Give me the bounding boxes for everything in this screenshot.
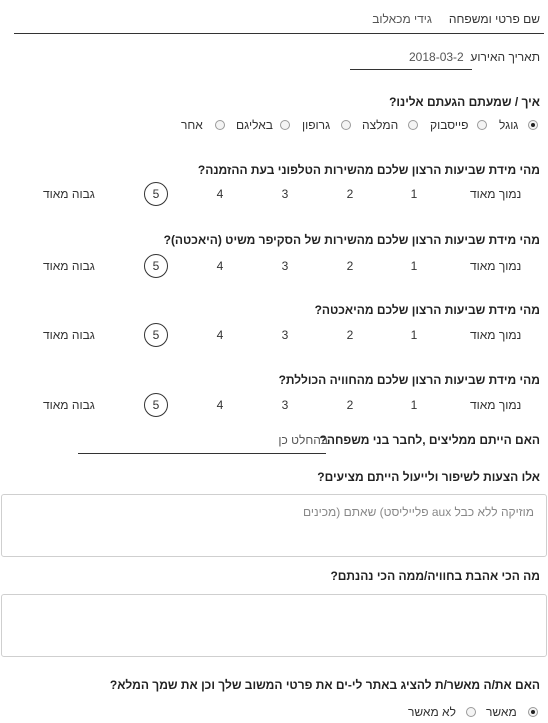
suggestions-text: מוזיקה ללא כבל aux פלייליסט) שאתם (מכינים [302,505,534,519]
recommend-question: האם הייתם ממליצים ,לחבר בני משפחה? [319,433,540,447]
scale-high-label: גבוה מאוד [43,187,95,201]
heard-about-question: איך / שמעתם הגעתם אלינו? [389,95,540,109]
consent-approve-radio[interactable] [528,707,538,717]
rating-question-experience: מהי מידת שביעות הרצון שלכם מהחוויה הכוללת? [278,373,540,387]
rating-question-yacht: מהי מידת שביעות הרצון שלכם מהיאכטה? [314,303,540,317]
family-name-label: שם פרטי ומשפחה [448,12,540,26]
consent-decline-radio[interactable] [466,707,476,717]
scale-option-1[interactable]: 1 [410,398,418,412]
scale-option-3[interactable]: 3 [281,187,289,201]
family-name-underline [14,33,544,34]
scale-low-label: נמוך מאוד [470,398,522,412]
rating-question-phone: מהי מידת שביעות הרצון שלכם מהשירות הטלפוני בעת ההזמנה? [197,163,540,177]
scale-option-5-selected[interactable]: 5 [144,393,168,417]
suggestions-question: אלו הצעות לשיפור ולייעול הייתם מציעים? [317,470,540,484]
scale-option-4[interactable]: 4 [216,187,224,201]
scale-option-3[interactable]: 3 [281,398,289,412]
scale-low-label: נמוך מאוד [470,187,522,201]
event-date-label: תאריך האירוע [470,50,540,64]
loved-question: מה הכי אהבת בחוויה/ממה הכי נהנתם? [330,569,540,583]
rating-question-skipper: מהי מידת שביעות הרצון שלכם מהשירות של הסקיפר משיט (היאכטה)? [163,233,540,247]
event-date-value[interactable]: 2018-03-2 [409,50,464,64]
option-groupon-radio[interactable] [341,120,351,130]
consent-decline-label: לא מאשר [408,705,456,719]
option-google-label: גוגל [499,118,519,132]
recommend-underline [78,453,326,454]
scale-option-3[interactable]: 3 [281,259,289,273]
scale-option-2[interactable]: 2 [346,328,354,342]
option-google-radio[interactable] [528,120,538,130]
option-facebook-radio[interactable] [477,120,487,130]
suggestions-textarea[interactable] [1,494,547,557]
scale-option-1[interactable]: 1 [410,328,418,342]
scale-option-2[interactable]: 2 [346,398,354,412]
scale-option-2[interactable]: 2 [346,259,354,273]
consent-approve-label: מאשר [486,705,517,719]
scale-high-label: גבוה מאוד [43,259,95,273]
option-other-radio[interactable] [215,120,225,130]
family-name-value[interactable]: גידי מכאלוב [372,12,432,26]
scale-option-3[interactable]: 3 [281,328,289,342]
scale-high-label: גבוה מאוד [43,328,95,342]
option-other-label: אחר [181,118,203,132]
scale-option-5-selected[interactable]: 5 [144,254,168,278]
scale-option-1[interactable]: 1 [410,187,418,201]
scale-option-2[interactable]: 2 [346,187,354,201]
scale-high-label: גבוה מאוד [43,398,95,412]
option-recommendation-radio[interactable] [408,120,418,130]
consent-question: האם את/ה מאשר/ת להציג באתר לי-ים את פרטי המשוב שלך וכן את שמך המלא? [109,678,540,692]
option-baligam-radio[interactable] [280,120,290,130]
scale-option-4[interactable]: 4 [216,259,224,273]
scale-low-label: נמוך מאוד [470,328,522,342]
scale-option-5-selected[interactable]: 5 [144,323,168,347]
scale-option-4[interactable]: 4 [216,398,224,412]
option-recommendation-label: המלצה [362,118,399,132]
option-facebook-label: פייסבוק [430,118,469,132]
option-baligam-label: באליגם [236,118,273,132]
option-groupon-label: גרופון [302,118,331,132]
recommend-value[interactable]: בהחלט כן [278,433,328,447]
loved-textarea[interactable] [1,594,547,657]
event-date-underline [350,69,472,70]
scale-low-label: נמוך מאוד [470,259,522,273]
scale-option-4[interactable]: 4 [216,328,224,342]
scale-option-5-selected[interactable]: 5 [144,182,168,206]
scale-option-1[interactable]: 1 [410,259,418,273]
